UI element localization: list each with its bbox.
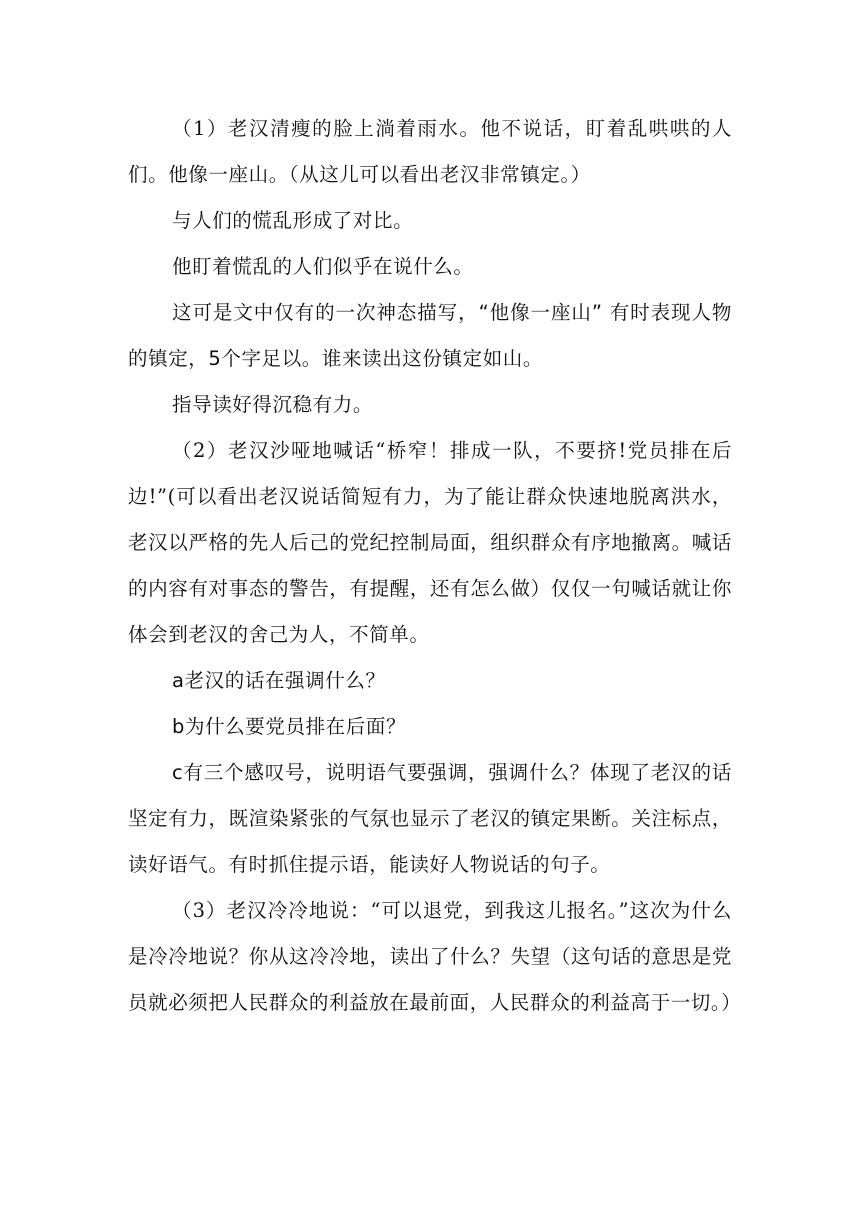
paragraph-5: 指导读好得沉稳有力。 [172,393,374,416]
paragraph-9: c有三个感叹号，说明语气要强调，强调什么？体现了老汉的话坚定有力，既渲染紧张的气氛也显示了老汉的镇定果断。关注标点，读好语气。有时抓住提示语，能读好人物说话的句子。 [128,761,732,876]
document-body [128,106,742,1026]
paragraph-10: （3）老汉冷冷地说：“可以退党，到我这儿报名。”这次为什么是冷冷地说？你从这冷冷地，读出了什么？失望（这句话的意思是党员就必须把人民群众的利益放在最前面，人民群众的利益高于一切。） [128,899,742,1014]
paragraph-6: （2）老汉沙哑地喊话“桥窄！排成一队，不要挤!党员排在后边!”(可以看出老汉说话简短有力，为了能让群众快速地脱离洪水，老汉以严格的先人后己的党纪控制局面，组织群众有序地撤离。喊话的内容有对事态的警告，有提醒，还有怎么做）仅仅一句喊话就让你体会到老汉的舍己为人，不简单。 [128,439,732,646]
paragraph-8: b为什么要党员排在后面？ [172,715,407,738]
paragraph-3: 他盯着慌乱的人们似乎在说什么。 [172,255,474,278]
paragraph-4: 这可是文中仅有的一次神态描写，“他像一座山” 有时表现人物的镇定，5个字足以。谁来读出这份镇定如山。 [128,301,732,370]
paragraph-2: 与人们的慌乱形成了对比。 [172,209,414,232]
paragraph-7: a老汉的话在强调什么？ [172,669,386,692]
paragraph-1: （1）老汉清瘦的脸上淌着雨水。他不说话，盯着乱哄哄的人们。他像一座山。（从这儿可以看出老汉非常镇定。） [128,117,732,186]
